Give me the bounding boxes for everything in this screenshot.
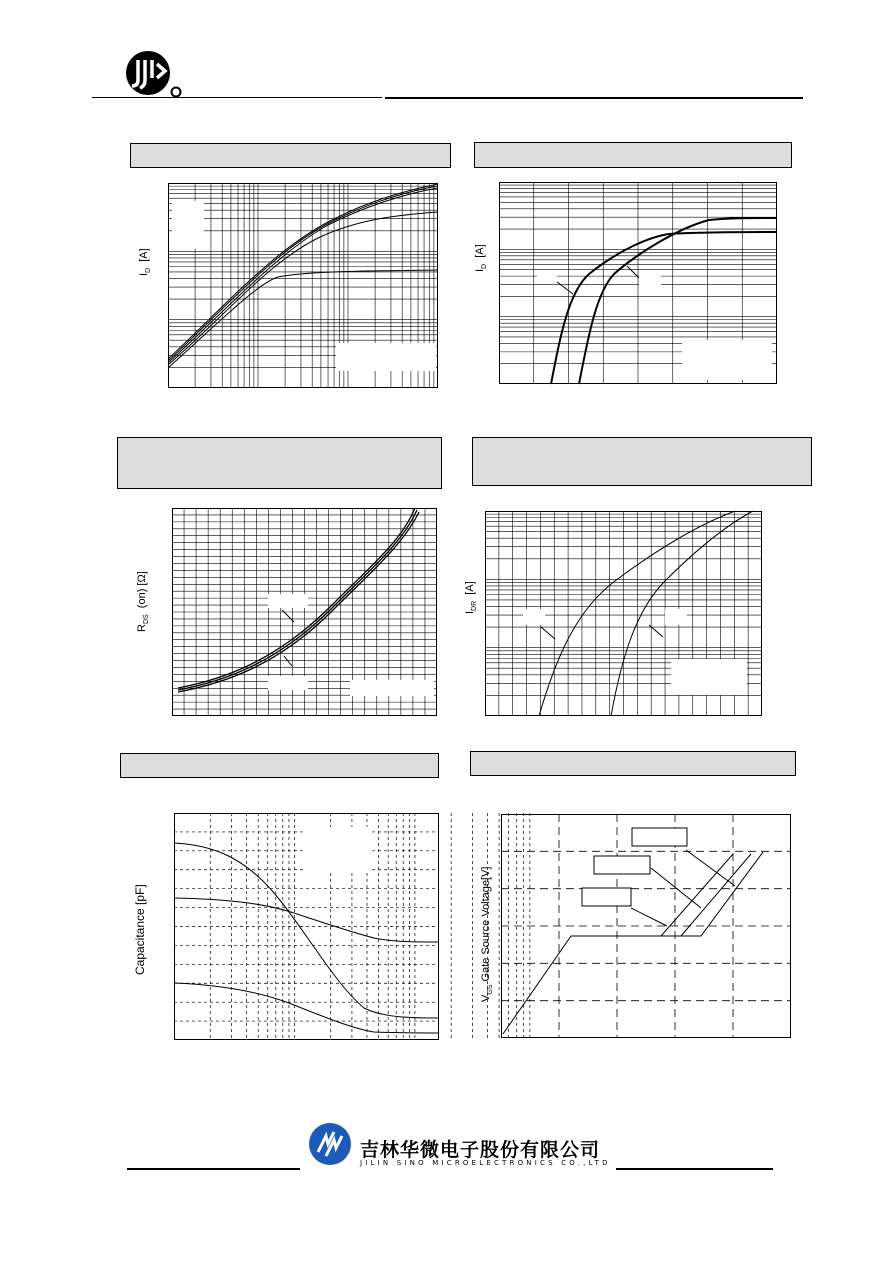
header-rule-left <box>92 97 382 98</box>
fig6-gate-charge-plot <box>501 814 791 1038</box>
figure1-caption-box <box>130 143 451 168</box>
fig3-y-axis-label: $R_{DS}$ (on) [Ω] <box>136 571 151 632</box>
fig4-label-25c-box <box>665 609 687 625</box>
fig5-legend-box <box>306 827 370 873</box>
fig1-output-characteristics-plot <box>168 183 438 388</box>
footer-rule-left <box>127 1168 300 1170</box>
header-rule-right <box>385 97 803 99</box>
fig1-legend-box <box>336 343 436 371</box>
fig6-label-vds-mid-box <box>594 856 650 874</box>
fig4-label-150c-box <box>523 609 545 625</box>
fig2-label-150c-box <box>639 272 661 286</box>
company-name-chinese: 吉林华微电子股份有限公司 <box>360 1139 601 1161</box>
figure6-caption-box <box>470 751 796 776</box>
fig3-label-vgs20-box <box>268 676 308 690</box>
figure5-caption-box <box>120 753 439 778</box>
fig2-leader-lines <box>557 266 639 294</box>
fig6-curves <box>503 852 763 1034</box>
fig6-grid <box>501 814 791 1038</box>
figure3-caption-box <box>117 437 442 489</box>
fig2-transfer-characteristics-plot <box>499 182 777 384</box>
jsm-company-logo-icon <box>124 50 186 100</box>
fig5-y-axis-label: Capacitance [pF] <box>133 884 147 975</box>
fig1-vgs-label-box <box>172 201 204 249</box>
fig5-capacitance-plot <box>174 813 439 1040</box>
fig2-legend-box <box>682 340 772 380</box>
fig4-y-axis-label: $I_{DR}$ [A] <box>464 581 479 614</box>
fig4-legend-box <box>671 659 747 695</box>
fig2-y-axis-label: $I_D$ [A] <box>474 244 489 272</box>
fig6-y-axis-label: $V_{GS}$ Gate Source Voltage[V] <box>480 866 495 1002</box>
figure2-caption-box <box>474 142 792 168</box>
fig3-on-resistance-plot <box>172 508 437 716</box>
fig3-legend-box <box>350 680 434 696</box>
fig2-label-25c-box <box>537 270 557 284</box>
fig4-body-diode-plot <box>485 511 762 716</box>
fig1-y-axis-label: $I_D$ [A] <box>138 248 153 276</box>
fig3-label-vgs10-box <box>268 594 308 608</box>
fig6-label-vds-low-box <box>582 888 631 906</box>
footer-rule-right <box>616 1168 773 1170</box>
company-name-english: JILIN SINO MICROELECTRONICS CO.,LTD <box>360 1159 611 1167</box>
fig6-label-vds-high-box <box>632 828 687 846</box>
figure4-caption-box <box>472 437 812 486</box>
sino-microelectronics-logo-icon <box>308 1122 352 1166</box>
